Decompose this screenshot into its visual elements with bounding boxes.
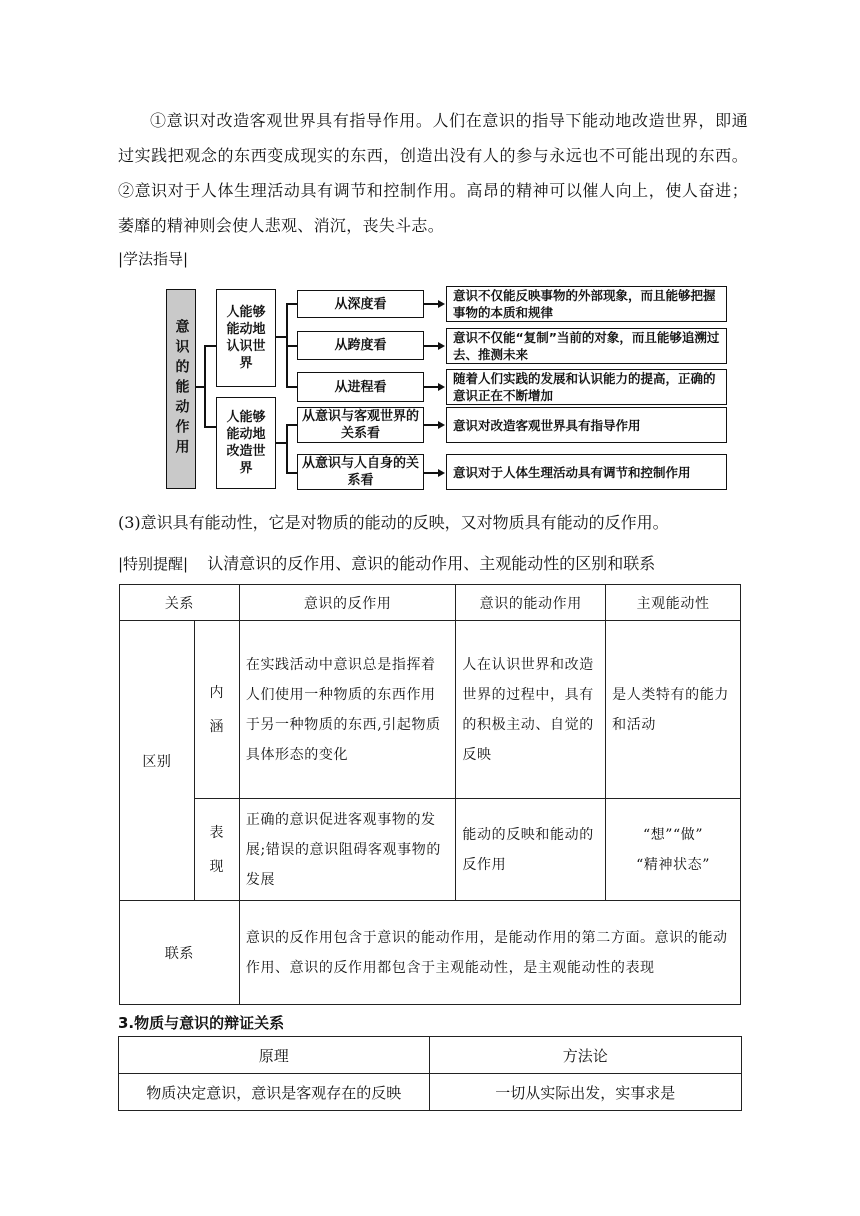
- header-principle: 原理: [119, 1037, 430, 1074]
- connotation-subjective: 是人类特有的能力和活动: [606, 621, 741, 799]
- table-row: [119, 1074, 742, 1111]
- diagram-aspect-depth: 从深度看: [297, 290, 424, 318]
- diagram-branch-cognize: 人能够能动地认识世界: [216, 289, 276, 387]
- table-header-row: [120, 585, 741, 621]
- diagram-aspect-human-self: 从意识与人自身的关系看: [297, 454, 424, 490]
- diagram-result-objective-world: 意识对改造客观世界具有指导作用: [446, 407, 727, 443]
- header-active-role: 意识的能动作用: [456, 585, 606, 621]
- diagram-result-depth: 意识不仅能反映事物的外部现象，而且能够把握事物的本质和规律: [446, 286, 727, 322]
- manifestation-subjective-2: “精神状态”: [636, 856, 711, 873]
- manifestation-subjective: [606, 799, 741, 901]
- point-3-text: (3)意识具有能动性，它是对物质的能动的反映，又对物质具有能动的反作用。: [118, 513, 669, 532]
- table-header-row: [119, 1037, 742, 1074]
- methodology-cell: 一切从实际出发，实事求是: [429, 1074, 742, 1111]
- diagram-result-process: 随着人们实践的发展和认识能力的提高，正确的意识正在不断增加: [446, 369, 727, 405]
- concept-diagram: [166, 284, 727, 494]
- diagram-aspect-process: 从进程看: [297, 372, 424, 402]
- table-row: [120, 901, 741, 1005]
- diagram-aspect-span: 从跨度看: [297, 331, 424, 360]
- principle-cell: 物质决定意识，意识是客观存在的反映: [119, 1074, 430, 1111]
- study-guide-label: |学法指导|: [118, 250, 189, 268]
- header-methodology: 方法论: [429, 1037, 742, 1074]
- connotation-label: 内涵: [194, 621, 239, 799]
- intro-paragraph: ①意识对改造客观世界具有指导作用。人们在意识的指导下能动地改造世界，即通过实践把观念的东西变成现实的东西，创造出没有人的参与永远也不可能出现的东西。②意识对于人体生理活动具有调节和控制作用。高昂的精神可以催人向上，使人奋进；萎靡的精神则会使人悲观、消沉，丧失斗志。: [118, 111, 748, 235]
- comparison-table: [119, 584, 741, 1005]
- diagram-result-span: 意识不仅能“复制”当前的对象，而且能够追溯过去、推测未来: [446, 328, 727, 364]
- distinction-label: 区别: [120, 621, 195, 901]
- principle-table: [118, 1036, 742, 1111]
- connection-text: 意识的反作用包含于意识的能动作用，是能动作用的第二方面。意识的能动作用、意识的反作用都包含于主观能动性，是主观能动性的表现: [239, 901, 740, 1005]
- special-reminder-text: 认清意识的反作用、意识的能动作用、主观能动性的区别和联系: [207, 554, 656, 573]
- header-relation: 关系: [120, 585, 240, 621]
- diagram-result-human-self: 意识对于人体生理活动具有调节和控制作用: [446, 454, 727, 490]
- connotation-reaction: 在实践活动中意识总是指挥着人们使用一种物质的东西作用于另一种物质的东西,引起物质具体形态的变化: [239, 621, 456, 799]
- special-reminder: [118, 551, 655, 574]
- diagram-branch-transform: 人能够能动地改造世界: [216, 397, 276, 489]
- section-3-title: 3.物质与意识的辩证关系: [118, 1014, 285, 1032]
- header-reaction: 意识的反作用: [239, 585, 456, 621]
- manifestation-active-role: 能动的反映和能动的反作用: [456, 799, 606, 901]
- special-reminder-label: |特别提醒|: [118, 555, 189, 573]
- manifestation-subjective-1: “想”“做”: [642, 826, 704, 843]
- connotation-active-role: 人在认识世界和改造世界的过程中，具有的积极主动、自觉的反映: [456, 621, 606, 799]
- connection-label: 联系: [120, 901, 240, 1005]
- diagram-root: 意识的能动作用: [166, 289, 196, 489]
- table-row: [120, 799, 741, 901]
- diagram-aspect-objective-world: 从意识与客观世界的关系看: [297, 407, 424, 443]
- manifestation-label: 表现: [194, 799, 239, 901]
- manifestation-reaction: 正确的意识促进客观事物的发展;错误的意识阻碍客观事物的发展: [239, 799, 456, 901]
- header-subjective: 主观能动性: [606, 585, 741, 621]
- table-row: [120, 621, 741, 799]
